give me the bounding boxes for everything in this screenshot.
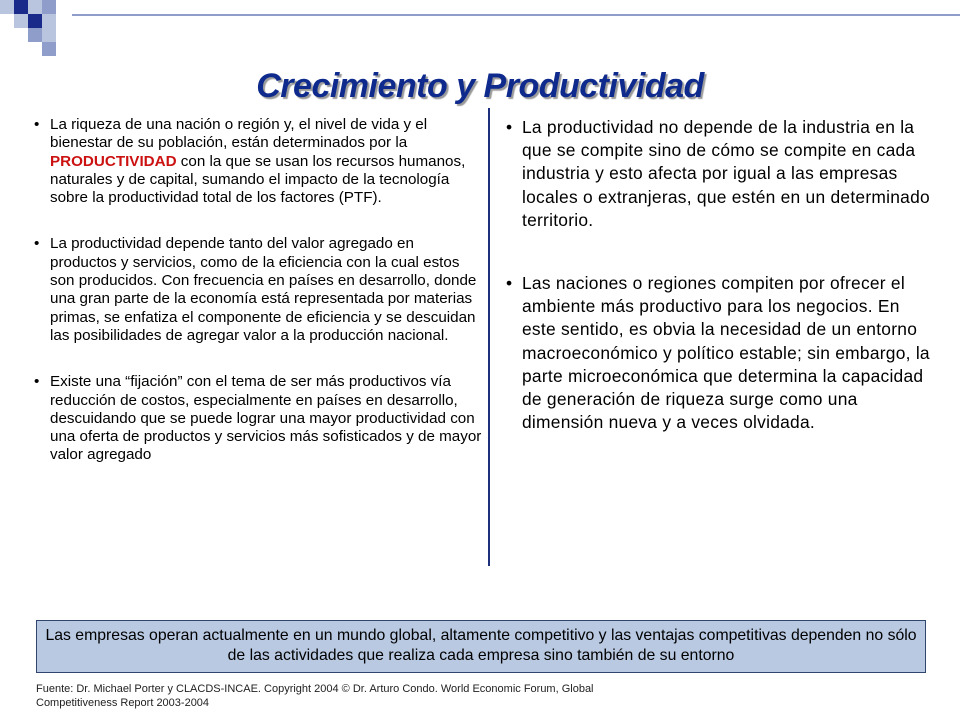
right-bullet-1 <box>506 116 938 232</box>
decor-square <box>0 0 14 14</box>
callout-text: Las empresas operan actualmente en un mundo global, altamente competitivo y las ventajas competitivas dependen no sólo de las actividades que realiza cada empresa sino también de su entorno <box>45 627 917 664</box>
slide-title: Crecimiento y Productividad <box>256 66 704 105</box>
bullet-icon: • <box>34 235 40 253</box>
left-bullet-1-text-a: La riqueza de una nación o región y, el nivel de vida y el bienestar de su población, están determinados por la <box>50 116 428 152</box>
decor-square <box>28 28 42 42</box>
decor-square <box>14 14 28 28</box>
left-bullet-1-text-b: con la que se usan los recursos humanos, naturales y de capital, sumando el impacto de la tecnología sobre la productividad total de los factores (PTF). <box>50 152 466 207</box>
right-column <box>506 116 938 434</box>
column-divider <box>488 108 490 566</box>
top-rule <box>72 14 960 16</box>
callout-box <box>36 620 926 673</box>
left-bullet-2 <box>34 235 482 345</box>
decor-square <box>42 42 56 56</box>
productividad-emphasis: PRODUCTIVIDAD <box>50 152 177 170</box>
decor-square <box>42 28 56 42</box>
decor-square <box>14 0 28 14</box>
decor-square <box>28 14 42 28</box>
decor-square <box>42 14 56 28</box>
right-bullet-2 <box>506 272 938 434</box>
bullet-icon: • <box>506 273 513 294</box>
bullet-icon: • <box>506 117 513 137</box>
source-citation: Fuente: Dr. Michael Porter y CLACDS-INCAE. Copyright 2004 © Dr. Arturo Condo. World Economic Forum, Global Competitiveness Report 2003-2004 <box>36 683 594 709</box>
decor-square <box>42 0 56 14</box>
left-bullet-1 <box>34 116 482 207</box>
left-bullet-3 <box>34 373 482 464</box>
right-bullet-1-text: La productividad no depende de la industria en la que se compite sino de cómo se compite en cada industria y esto afecta por igual a las empresas locales o extranjeras, que estén en un determinado territorio. <box>522 117 930 230</box>
left-bullet-2-text: La productividad depende tanto del valor agregado en productos y servicios, como de la eficiencia con la cual estos son producidos. Con frecuencia en países en desarrollo, donde una gran parte de la economía está representada por materias primas, se enfatiza el componente de eficiencia y se descuidan las posibilidades de agregar valor a la producción nacional. <box>50 235 477 344</box>
right-bullet-2-text: Las naciones o regiones compiten por ofrecer el ambiente más productivo para los negocios. En este sentido, es obvia la necesidad de un entorno macroeconómico y político estable; sin embargo, la parte microeconómica que determina la capacidad de generación de riqueza surge como una dimensión nueva y a veces olvidada. <box>522 273 930 433</box>
left-bullet-3-text: Existe una “fijación” con el tema de ser más productivos vía reducción de costos, especialmente en países en desarrollo, descuidando que se puede lograr una mayor productividad con una oferta de productos y servicios más sofisticados y de mayor valor agregado <box>50 373 482 464</box>
bullet-icon: • <box>34 116 40 133</box>
left-column <box>34 116 482 465</box>
bullet-icon: • <box>34 373 40 391</box>
decor-square <box>28 0 42 14</box>
